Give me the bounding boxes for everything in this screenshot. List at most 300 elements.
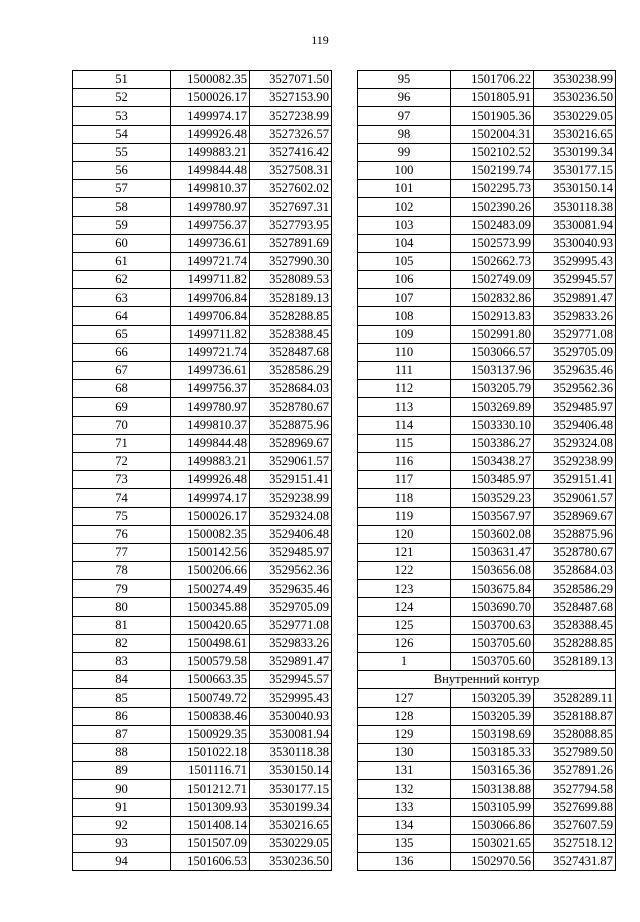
x-coordinate-cell: 1503021.65 <box>451 834 534 852</box>
table-row <box>73 671 332 689</box>
y-coordinate-cell: 3528189.13 <box>250 289 332 307</box>
x-coordinate-cell: 1502970.56 <box>451 853 534 871</box>
x-coordinate-cell: 1503137.96 <box>451 362 534 380</box>
x-coordinate-cell: 1501706.22 <box>451 71 534 89</box>
y-coordinate-cell: 3527238.99 <box>250 107 332 125</box>
table-row <box>73 743 332 761</box>
point-number-cell: 68 <box>73 380 171 398</box>
x-coordinate-cell: 1501116.71 <box>171 762 250 780</box>
point-number-cell: 79 <box>73 580 171 598</box>
x-coordinate-cell: 1503705.60 <box>451 634 534 652</box>
y-coordinate-cell: 3527326.57 <box>250 125 332 143</box>
point-number-cell: 126 <box>358 634 451 652</box>
y-coordinate-cell: 3528780.67 <box>250 398 332 416</box>
point-number-cell: 129 <box>358 725 451 743</box>
y-coordinate-cell: 3528684.03 <box>250 380 332 398</box>
x-coordinate-cell: 1499844.48 <box>171 161 250 179</box>
table-row <box>73 816 332 834</box>
table-row <box>358 562 616 580</box>
point-number-cell: 113 <box>358 398 451 416</box>
x-coordinate-cell: 1501309.93 <box>171 798 250 816</box>
y-coordinate-cell: 3530216.65 <box>534 125 616 143</box>
table-row <box>358 398 616 416</box>
x-coordinate-cell: 1500142.56 <box>171 543 250 561</box>
table-row <box>73 416 332 434</box>
point-number-cell: 120 <box>358 525 451 543</box>
point-number-cell: 132 <box>358 780 451 798</box>
table-row <box>73 434 332 452</box>
table-row <box>73 543 332 561</box>
point-number-cell: 64 <box>73 307 171 325</box>
y-coordinate-cell: 3527153.90 <box>250 89 332 107</box>
point-number-cell: 135 <box>358 834 451 852</box>
table-row <box>73 125 332 143</box>
point-number-cell: 124 <box>358 598 451 616</box>
table-row <box>73 398 332 416</box>
table-row <box>73 180 332 198</box>
table-row <box>73 762 332 780</box>
y-coordinate-cell: 3529833.26 <box>534 307 616 325</box>
x-coordinate-cell: 1502102.52 <box>451 143 534 161</box>
point-number-cell: 86 <box>73 707 171 725</box>
table-row <box>358 798 616 816</box>
y-coordinate-cell: 3529995.43 <box>534 252 616 270</box>
table-row <box>73 707 332 725</box>
x-coordinate-cell: 1499810.37 <box>171 416 250 434</box>
x-coordinate-cell: 1500082.35 <box>171 525 250 543</box>
y-coordinate-cell: 3527416.42 <box>250 143 332 161</box>
point-number-cell: 59 <box>73 216 171 234</box>
table-row <box>73 343 332 361</box>
x-coordinate-cell: 1500206.66 <box>171 562 250 580</box>
y-coordinate-cell: 3527602.02 <box>250 180 332 198</box>
x-coordinate-cell: 1499711.82 <box>171 271 250 289</box>
table-row <box>73 507 332 525</box>
point-number-cell: 67 <box>73 362 171 380</box>
point-number-cell: 109 <box>358 325 451 343</box>
table-row <box>73 780 332 798</box>
point-number-cell: 119 <box>358 507 451 525</box>
x-coordinate-cell: 1501606.53 <box>171 853 250 871</box>
point-number-cell: 112 <box>358 380 451 398</box>
table-row <box>73 198 332 216</box>
point-number-cell: 80 <box>73 598 171 616</box>
y-coordinate-cell: 3528388.45 <box>534 616 616 634</box>
point-number-cell: 55 <box>73 143 171 161</box>
point-number-cell: 60 <box>73 234 171 252</box>
point-number-cell: 127 <box>358 689 451 707</box>
x-coordinate-cell: 1499756.37 <box>171 380 250 398</box>
table-row <box>73 89 332 107</box>
x-coordinate-cell: 1503066.86 <box>451 816 534 834</box>
x-coordinate-cell: 1503529.23 <box>451 489 534 507</box>
table-row <box>73 634 332 652</box>
point-number-cell: 66 <box>73 343 171 361</box>
table-row <box>358 289 616 307</box>
point-number-cell: 99 <box>358 143 451 161</box>
table-row <box>358 489 616 507</box>
y-coordinate-cell: 3528969.67 <box>534 507 616 525</box>
y-coordinate-cell: 3529406.48 <box>534 416 616 434</box>
point-number-cell: 115 <box>358 434 451 452</box>
point-number-cell: 90 <box>73 780 171 798</box>
table-row <box>358 816 616 834</box>
table-row <box>358 271 616 289</box>
y-coordinate-cell: 3529945.57 <box>250 671 332 689</box>
x-coordinate-cell: 1500579.58 <box>171 653 250 671</box>
x-coordinate-cell: 1503138.88 <box>451 780 534 798</box>
point-number-cell: 75 <box>73 507 171 525</box>
table-row <box>73 616 332 634</box>
y-coordinate-cell: 3529485.97 <box>534 398 616 416</box>
table-row <box>73 798 332 816</box>
table-row <box>358 634 616 652</box>
y-coordinate-cell: 3529562.36 <box>534 380 616 398</box>
y-coordinate-cell: 3529705.09 <box>250 598 332 616</box>
y-coordinate-cell: 3527794.58 <box>534 780 616 798</box>
table-row <box>73 216 332 234</box>
point-number-cell: 88 <box>73 743 171 761</box>
table-row <box>358 362 616 380</box>
point-number-cell: 97 <box>358 107 451 125</box>
x-coordinate-cell: 1503602.08 <box>451 525 534 543</box>
y-coordinate-cell: 3528289.11 <box>534 689 616 707</box>
point-number-cell: 136 <box>358 853 451 871</box>
x-coordinate-cell: 1503105.99 <box>451 798 534 816</box>
point-number-cell: 101 <box>358 180 451 198</box>
table-row <box>358 471 616 489</box>
y-coordinate-cell: 3530216.65 <box>250 816 332 834</box>
y-coordinate-cell: 3528388.45 <box>250 325 332 343</box>
x-coordinate-cell: 1500026.17 <box>171 89 250 107</box>
table-row <box>358 307 616 325</box>
x-coordinate-cell: 1502483.09 <box>451 216 534 234</box>
y-coordinate-cell: 3527990.30 <box>250 252 332 270</box>
x-coordinate-cell: 1500274.49 <box>171 580 250 598</box>
x-coordinate-cell: 1499711.82 <box>171 325 250 343</box>
x-coordinate-cell: 1499721.74 <box>171 252 250 270</box>
y-coordinate-cell: 3528780.67 <box>534 543 616 561</box>
y-coordinate-cell: 3528088.85 <box>534 725 616 743</box>
y-coordinate-cell: 3529891.47 <box>250 653 332 671</box>
y-coordinate-cell: 3528969.67 <box>250 434 332 452</box>
page-number: 119 <box>311 33 329 47</box>
table-row <box>73 525 332 543</box>
point-number-cell: 65 <box>73 325 171 343</box>
table-row <box>358 89 616 107</box>
y-coordinate-cell: 3530040.93 <box>534 234 616 252</box>
table-row <box>73 653 332 671</box>
point-number-cell: 110 <box>358 343 451 361</box>
y-coordinate-cell: 3530229.05 <box>534 107 616 125</box>
table-row <box>73 562 332 580</box>
table-row <box>358 198 616 216</box>
x-coordinate-cell: 1503438.27 <box>451 452 534 470</box>
y-coordinate-cell: 3529485.97 <box>250 543 332 561</box>
table-row <box>358 416 616 434</box>
table-row <box>73 452 332 470</box>
point-number-cell: 121 <box>358 543 451 561</box>
table-row <box>358 725 616 743</box>
point-number-cell: 70 <box>73 416 171 434</box>
x-coordinate-cell: 1499926.48 <box>171 125 250 143</box>
point-number-cell: 56 <box>73 161 171 179</box>
x-coordinate-cell: 1501408.14 <box>171 816 250 834</box>
point-number-cell: 134 <box>358 816 451 834</box>
table-row <box>73 107 332 125</box>
y-coordinate-cell: 3530081.94 <box>250 725 332 743</box>
table-row <box>358 125 616 143</box>
inner-contour-heading: Внутренний контур <box>358 671 616 689</box>
table-row <box>358 216 616 234</box>
point-number-cell: 83 <box>73 653 171 671</box>
table-row <box>358 580 616 598</box>
x-coordinate-cell: 1499706.84 <box>171 307 250 325</box>
y-coordinate-cell: 3529238.99 <box>534 452 616 470</box>
table-row <box>73 598 332 616</box>
x-coordinate-cell: 1499926.48 <box>171 471 250 489</box>
table-row <box>358 762 616 780</box>
table-row <box>358 161 616 179</box>
x-coordinate-cell: 1501805.91 <box>451 89 534 107</box>
point-number-cell: 73 <box>73 471 171 489</box>
y-coordinate-cell: 3527989.50 <box>534 743 616 761</box>
table-row <box>73 307 332 325</box>
point-number-cell: 53 <box>73 107 171 125</box>
point-number-cell: 1 <box>358 653 451 671</box>
y-coordinate-cell: 3529151.41 <box>534 471 616 489</box>
point-number-cell: 93 <box>73 834 171 852</box>
table-row <box>358 325 616 343</box>
point-number-cell: 123 <box>358 580 451 598</box>
y-coordinate-cell: 3530081.94 <box>534 216 616 234</box>
y-coordinate-cell: 3527508.31 <box>250 161 332 179</box>
x-coordinate-cell: 1502991.80 <box>451 325 534 343</box>
y-coordinate-cell: 3528188.87 <box>534 707 616 725</box>
y-coordinate-cell: 3529324.08 <box>534 434 616 452</box>
point-number-cell: 69 <box>73 398 171 416</box>
x-coordinate-cell: 1499883.21 <box>171 143 250 161</box>
table-row <box>73 834 332 852</box>
table-row <box>358 653 616 671</box>
x-coordinate-cell: 1503185.33 <box>451 743 534 761</box>
y-coordinate-cell: 3528684.03 <box>534 562 616 580</box>
x-coordinate-cell: 1499844.48 <box>171 434 250 452</box>
point-number-cell: 52 <box>73 89 171 107</box>
x-coordinate-cell: 1501905.36 <box>451 107 534 125</box>
point-number-cell: 98 <box>358 125 451 143</box>
x-coordinate-cell: 1501022.18 <box>171 743 250 761</box>
table-row <box>358 689 616 707</box>
table-row <box>358 143 616 161</box>
point-number-cell: 81 <box>73 616 171 634</box>
x-coordinate-cell: 1500838.46 <box>171 707 250 725</box>
point-number-cell: 117 <box>358 471 451 489</box>
right-coordinates-table <box>357 70 616 871</box>
y-coordinate-cell: 3529891.47 <box>534 289 616 307</box>
x-coordinate-cell: 1502295.73 <box>451 180 534 198</box>
y-coordinate-cell: 3529151.41 <box>250 471 332 489</box>
point-number-cell: 105 <box>358 252 451 270</box>
y-coordinate-cell: 3530199.34 <box>250 798 332 816</box>
point-number-cell: 102 <box>358 198 451 216</box>
y-coordinate-cell: 3530229.05 <box>250 834 332 852</box>
y-coordinate-cell: 3527793.95 <box>250 216 332 234</box>
table-row <box>73 252 332 270</box>
y-coordinate-cell: 3527607.59 <box>534 816 616 834</box>
left-coordinates-table <box>72 70 332 871</box>
x-coordinate-cell: 1499780.97 <box>171 198 250 216</box>
x-coordinate-cell: 1502573.99 <box>451 234 534 252</box>
x-coordinate-cell: 1502913.83 <box>451 307 534 325</box>
y-coordinate-cell: 3530118.38 <box>534 198 616 216</box>
y-coordinate-cell: 3529562.36 <box>250 562 332 580</box>
y-coordinate-cell: 3527891.26 <box>534 762 616 780</box>
point-number-cell: 122 <box>358 562 451 580</box>
x-coordinate-cell: 1502199.74 <box>451 161 534 179</box>
y-coordinate-cell: 3530177.15 <box>250 780 332 798</box>
section-header-row <box>358 671 616 689</box>
table-row <box>73 325 332 343</box>
point-number-cell: 96 <box>358 89 451 107</box>
table-row <box>358 525 616 543</box>
point-number-cell: 57 <box>73 180 171 198</box>
table-row <box>73 234 332 252</box>
point-number-cell: 91 <box>73 798 171 816</box>
x-coordinate-cell: 1500929.35 <box>171 725 250 743</box>
point-number-cell: 87 <box>73 725 171 743</box>
table-row <box>358 252 616 270</box>
table-row <box>358 234 616 252</box>
y-coordinate-cell: 3529635.46 <box>534 362 616 380</box>
table-row <box>73 380 332 398</box>
y-coordinate-cell: 3529635.46 <box>250 580 332 598</box>
x-coordinate-cell: 1503330.10 <box>451 416 534 434</box>
x-coordinate-cell: 1503205.39 <box>451 689 534 707</box>
point-number-cell: 58 <box>73 198 171 216</box>
x-coordinate-cell: 1503198.69 <box>451 725 534 743</box>
table-row <box>358 598 616 616</box>
y-coordinate-cell: 3528487.68 <box>534 598 616 616</box>
table-row <box>73 471 332 489</box>
y-coordinate-cell: 3528288.85 <box>250 307 332 325</box>
y-coordinate-cell: 3529771.08 <box>250 616 332 634</box>
x-coordinate-cell: 1502662.73 <box>451 252 534 270</box>
y-coordinate-cell: 3528487.68 <box>250 343 332 361</box>
table-row <box>358 507 616 525</box>
point-number-cell: 100 <box>358 161 451 179</box>
x-coordinate-cell: 1500749.72 <box>171 689 250 707</box>
point-number-cell: 71 <box>73 434 171 452</box>
point-number-cell: 77 <box>73 543 171 561</box>
point-number-cell: 85 <box>73 689 171 707</box>
table-row <box>358 707 616 725</box>
y-coordinate-cell: 3528875.96 <box>534 525 616 543</box>
point-number-cell: 51 <box>73 71 171 89</box>
x-coordinate-cell: 1499706.84 <box>171 289 250 307</box>
point-number-cell: 76 <box>73 525 171 543</box>
y-coordinate-cell: 3530150.14 <box>534 180 616 198</box>
point-number-cell: 131 <box>358 762 451 780</box>
y-coordinate-cell: 3527518.12 <box>534 834 616 852</box>
x-coordinate-cell: 1503656.08 <box>451 562 534 580</box>
x-coordinate-cell: 1502004.31 <box>451 125 534 143</box>
y-coordinate-cell: 3530150.14 <box>250 762 332 780</box>
table-row <box>358 71 616 89</box>
y-coordinate-cell: 3528288.85 <box>534 634 616 652</box>
y-coordinate-cell: 3530177.15 <box>534 161 616 179</box>
table-row <box>358 853 616 871</box>
y-coordinate-cell: 3527697.31 <box>250 198 332 216</box>
x-coordinate-cell: 1500420.65 <box>171 616 250 634</box>
table-row <box>73 161 332 179</box>
point-number-cell: 74 <box>73 489 171 507</box>
point-number-cell: 114 <box>358 416 451 434</box>
x-coordinate-cell: 1503066.57 <box>451 343 534 361</box>
table-row <box>73 489 332 507</box>
y-coordinate-cell: 3528586.29 <box>534 580 616 598</box>
point-number-cell: 72 <box>73 452 171 470</box>
point-number-cell: 82 <box>73 634 171 652</box>
y-coordinate-cell: 3530199.34 <box>534 143 616 161</box>
point-number-cell: 125 <box>358 616 451 634</box>
table-row <box>73 71 332 89</box>
point-number-cell: 106 <box>358 271 451 289</box>
table-row <box>73 689 332 707</box>
point-number-cell: 54 <box>73 125 171 143</box>
y-coordinate-cell: 3528875.96 <box>250 416 332 434</box>
y-coordinate-cell: 3527891.69 <box>250 234 332 252</box>
point-number-cell: 108 <box>358 307 451 325</box>
y-coordinate-cell: 3527431.87 <box>534 853 616 871</box>
y-coordinate-cell: 3530236.50 <box>534 89 616 107</box>
point-number-cell: 111 <box>358 362 451 380</box>
y-coordinate-cell: 3529324.08 <box>250 507 332 525</box>
point-number-cell: 118 <box>358 489 451 507</box>
point-number-cell: 104 <box>358 234 451 252</box>
x-coordinate-cell: 1501212.71 <box>171 780 250 798</box>
y-coordinate-cell: 3527071.50 <box>250 71 332 89</box>
y-coordinate-cell: 3527699.88 <box>534 798 616 816</box>
x-coordinate-cell: 1503205.39 <box>451 707 534 725</box>
x-coordinate-cell: 1500082.35 <box>171 71 250 89</box>
table-row <box>358 343 616 361</box>
x-coordinate-cell: 1500663.35 <box>171 671 250 689</box>
table-row <box>358 743 616 761</box>
point-number-cell: 116 <box>358 452 451 470</box>
table-row <box>358 452 616 470</box>
table-row <box>358 616 616 634</box>
x-coordinate-cell: 1503690.70 <box>451 598 534 616</box>
y-coordinate-cell: 3529945.57 <box>534 271 616 289</box>
point-number-cell: 94 <box>73 853 171 871</box>
table-row <box>358 380 616 398</box>
x-coordinate-cell: 1499736.61 <box>171 362 250 380</box>
x-coordinate-cell: 1500026.17 <box>171 507 250 525</box>
x-coordinate-cell: 1499810.37 <box>171 180 250 198</box>
table-row <box>73 362 332 380</box>
x-coordinate-cell: 1499756.37 <box>171 216 250 234</box>
x-coordinate-cell: 1503631.47 <box>451 543 534 561</box>
x-coordinate-cell: 1499736.61 <box>171 234 250 252</box>
y-coordinate-cell: 3529238.99 <box>250 489 332 507</box>
x-coordinate-cell: 1503700.63 <box>451 616 534 634</box>
y-coordinate-cell: 3530118.38 <box>250 743 332 761</box>
point-number-cell: 107 <box>358 289 451 307</box>
point-number-cell: 63 <box>73 289 171 307</box>
y-coordinate-cell: 3528189.13 <box>534 653 616 671</box>
table-row <box>73 580 332 598</box>
